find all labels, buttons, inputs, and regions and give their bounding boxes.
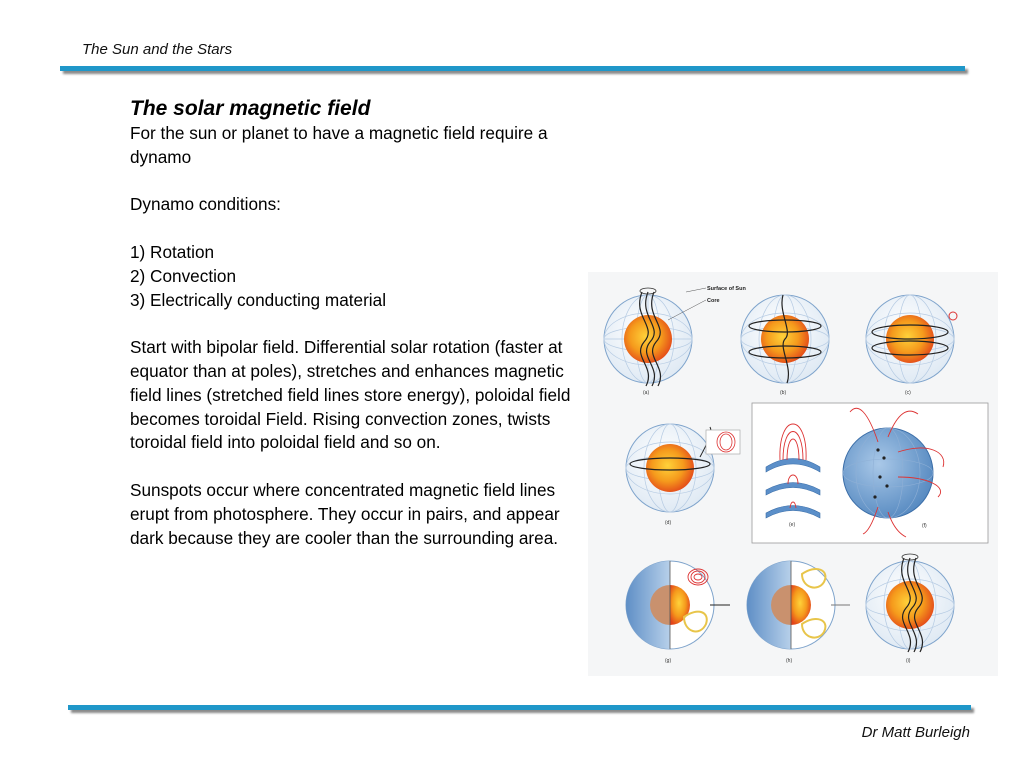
footer-divider <box>68 705 971 710</box>
panel-d <box>626 424 740 526</box>
condition-item: 3) Electrically conducting material <box>130 289 387 310</box>
surface-annotation: Surface of Sun <box>707 286 746 292</box>
condition-item: 2) Convection <box>130 265 237 286</box>
panel-label: (f) <box>922 523 927 529</box>
panel-label: (c) <box>905 390 911 396</box>
panel-label: (h) <box>786 658 793 664</box>
panel-label: (e) <box>789 522 796 528</box>
footer-author: Dr Matt Burleigh <box>861 724 970 741</box>
paragraph-sunspots: Sunspots occur where concentrated magnetic field lines erupt from photosphere. They occur in pairs, and appear dark because they are cooler than the surrounding area. <box>130 479 560 548</box>
slide-content <box>130 96 590 550</box>
solar-dynamo-figure <box>588 272 998 676</box>
paragraph-dynamo: Start with bipolar field. Differential solar rotation (faster at equator than at poles), stretches and enhances magnetic field lines (stretched field lines store energy), poloidal field becomes toroidal Field. Rising convection zones, twists toroidal field into poloidal field and so on. <box>130 337 571 453</box>
panel-c <box>866 295 957 396</box>
header-title: The Sun and the Stars <box>82 41 233 58</box>
slide-heading: The solar magnetic field <box>130 97 371 120</box>
condition-item: 1) Rotation <box>130 241 215 262</box>
header-divider <box>60 66 965 71</box>
panel-label: (g) <box>665 658 672 664</box>
panel-label: (a) <box>643 390 650 396</box>
conditions-title: Dynamo conditions: <box>130 194 281 215</box>
panel-h <box>747 561 850 664</box>
panel-label: (d) <box>665 520 672 526</box>
panel-label: (i) <box>906 658 911 664</box>
core-annotation: Core <box>707 298 720 304</box>
panel-label: (b) <box>780 390 787 396</box>
panel-i <box>866 554 954 664</box>
panel-g <box>626 561 730 664</box>
panel-b <box>741 295 829 396</box>
panel-a <box>604 286 746 396</box>
intro-text: For the sun or planet to have a magnetic field require a dynamo <box>130 123 548 167</box>
